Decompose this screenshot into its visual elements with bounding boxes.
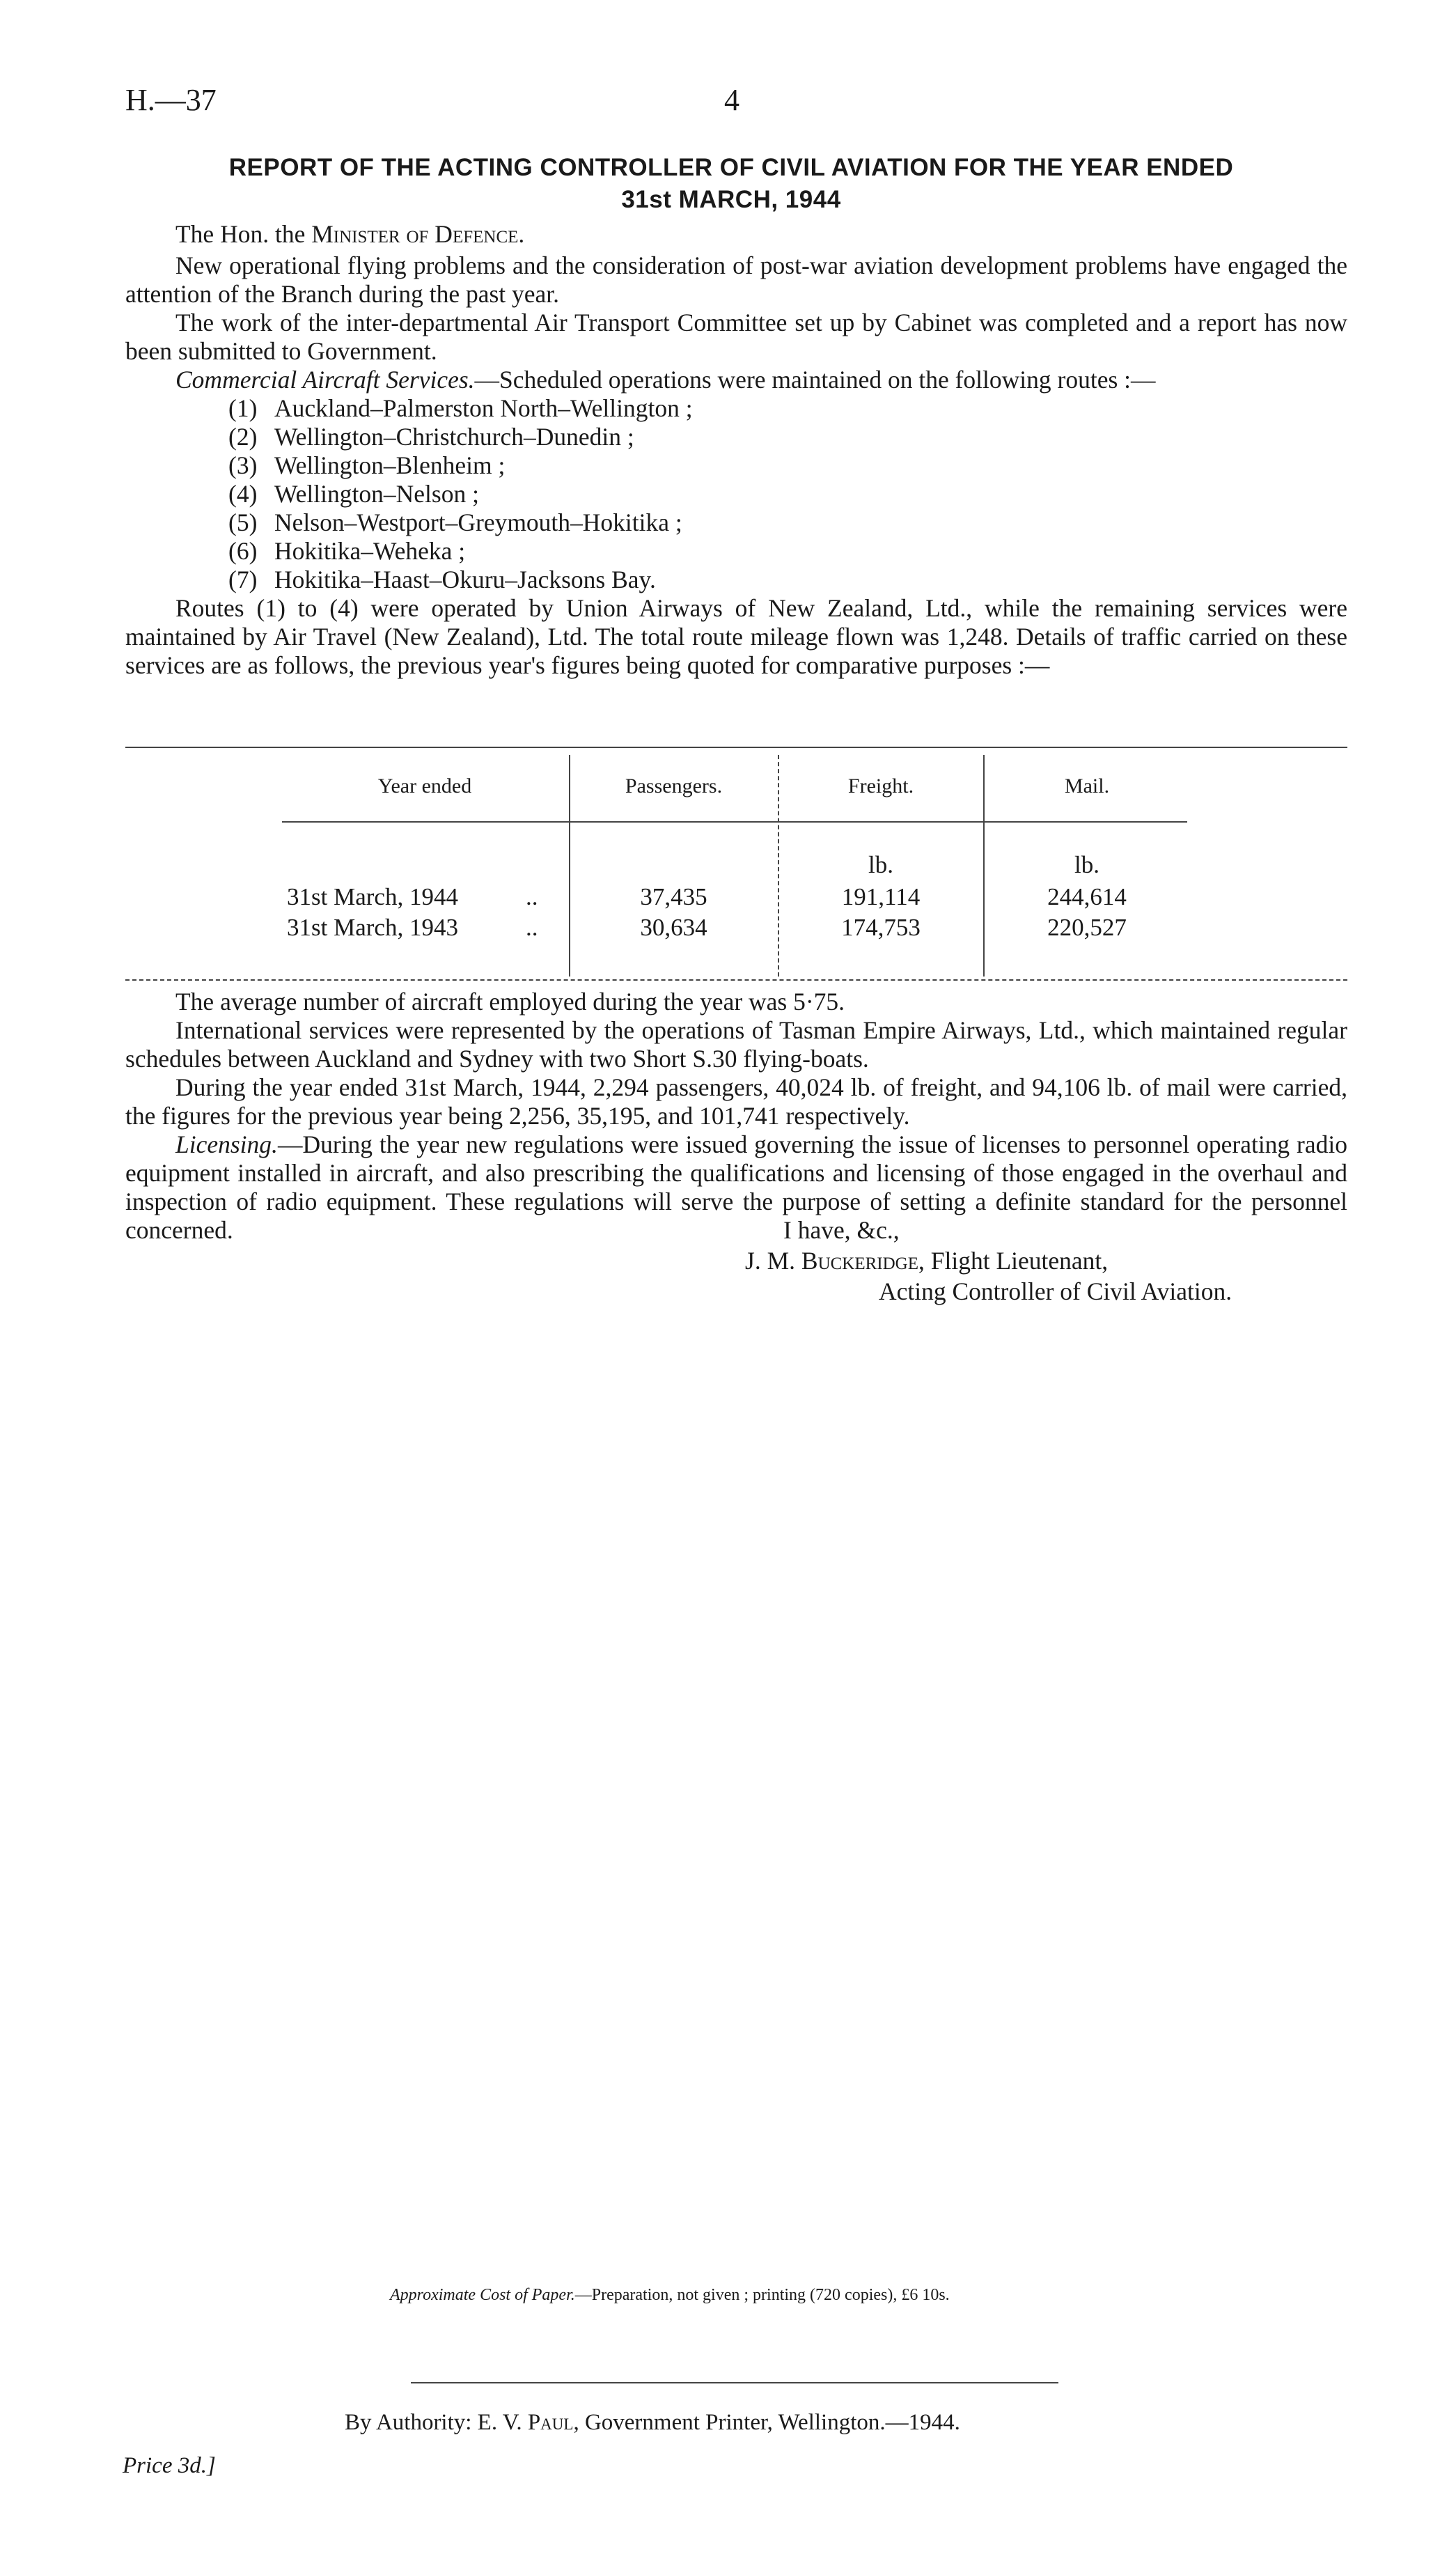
commercial-services-heading: Commercial Aircraft Services. [175,366,475,394]
signature-surname: Buckeridge [801,1247,919,1275]
mail-unit: lb. [1074,851,1099,878]
header-passengers: Passengers. [625,775,723,798]
authority-prefix: By Authority: E. V. [345,2410,528,2435]
row-freight: 174,753 [841,914,921,941]
salutation [125,220,1347,249]
route-number: (6) [228,537,258,565]
route-item [228,451,1347,480]
signature-closing: I have, &c., [783,1216,900,1244]
table-column-divider [569,755,570,977]
row-year: 31st March, 1943 [287,914,458,941]
report-title [104,152,1358,216]
route-item [228,537,1347,566]
row-leader-dots: .. [526,883,538,910]
route-number: (5) [228,508,258,536]
report-body [125,220,1347,680]
authority-name: Paul [527,2410,574,2435]
paragraph-international-services: International services were represented by the operations of Tasman Empire Airways, Ltd., which maintained regular schedules between Auckland and Sydney with two Short S.30 flying-boats. [125,1016,1347,1073]
signature-rank: , Flight Lieutenant, [918,1247,1109,1275]
table-column-divider [983,755,985,977]
signature-name [710,1245,1232,1276]
signature-initials: J. M. [745,1247,801,1275]
paragraph-commercial-services [125,366,1347,394]
routes-list [125,394,1347,594]
route-number: (2) [228,423,258,451]
commercial-services-text: —Scheduled operations were maintained on the following routes :— [474,366,1156,394]
route-text: Hokitika–Haast–Okuru–Jacksons Bay. [274,566,656,593]
document-code: H.—37 [125,83,217,117]
title-line-1: REPORT OF THE ACTING CONTROLLER OF CIVIL AVIATION FOR THE YEAR ENDED [228,154,1234,181]
licensing-text: —During the year new regulations were issued governing the issue of licenses to personnel operating radio equipment installed in aircraft, and also prescribing the qualifications and licensing of those engaged in the overhaul and inspection of radio equipment. These regulations will serve the purpose of setting a definite standard for the personnel concerned. [125,1130,1347,1244]
route-text: Wellington–Christchurch–Dunedin ; [274,423,634,451]
licensing-heading: Licensing. [175,1130,278,1158]
row-passengers: 30,634 [640,914,707,941]
header-year-ended: Year ended [377,775,472,798]
paragraph-air-transport-committee: The work of the inter-departmental Air Transport Committee set up by Cabinet was completed and a report has now been submitted to Government. [125,309,1347,365]
price: Price 3d.] [123,2453,216,2478]
route-text: Hokitika–Weheka ; [274,537,466,565]
title-line-2: 31st MARCH, 1944 [621,186,841,213]
route-number: (7) [228,566,258,593]
route-text: Wellington–Blenheim ; [274,451,506,479]
route-item [228,423,1347,451]
table-column-divider [778,755,779,977]
salutation-addressee: Minister of Defence. [311,220,525,248]
authority-suffix: , Government Printer, Wellington.—1944. [573,2410,960,2435]
cost-text: —Preparation, not given ; printing (720 copies), £6 10s. [574,2286,950,2304]
printer-authority [345,2410,960,2436]
cost-label: Approximate Cost of Paper. [390,2286,575,2304]
route-item [228,394,1347,423]
route-number: (1) [228,394,258,422]
row-leader-dots: .. [526,914,538,941]
route-item [228,508,1347,537]
report-body-continued [125,988,1347,1245]
header-mail: Mail. [1064,775,1110,798]
paragraph-tasman-figures: During the year ended 31st March, 1944, 2,294 passengers, 40,024 lb. of freight, and 94,106 lb. of mail were carried, the figures for the previous year being 2,256, 35,195, and 101,741 respectively. [125,1073,1347,1130]
signature-title: Acting Controller of Civil Aviation. [879,1277,1232,1305]
page-number: 4 [724,83,739,117]
row-mail: 244,614 [1047,883,1127,910]
traffic-table [125,747,1347,982]
table-top-rule [125,747,1347,748]
paragraph-operational-problems: New operational flying problems and the consideration of post-war aviation development problems have engaged the attention of the Branch during the past year. [125,251,1347,308]
table-header-rule [282,821,1187,823]
row-year: 31st March, 1944 [287,883,458,910]
route-number: (3) [228,451,258,479]
row-mail: 220,527 [1047,914,1127,941]
row-freight: 191,114 [841,883,921,910]
cost-of-paper [390,2286,950,2305]
salutation-prefix: The Hon. the [175,220,312,248]
route-text: Nelson–Westport–Greymouth–Hokitika ; [274,508,682,536]
freight-unit: lb. [868,851,893,878]
route-text: Auckland–Palmerston North–Wellington ; [274,394,693,422]
route-text: Wellington–Nelson ; [274,480,479,508]
footer-rule [411,2382,1058,2383]
header-freight: Freight. [847,775,914,798]
table-bottom-rule [125,979,1347,981]
row-passengers: 37,435 [640,883,707,910]
route-number: (4) [228,480,258,508]
paragraph-routes-operators: Routes (1) to (4) were operated by Union Airways of New Zealand, Ltd., while the remaining services were maintained by Air Travel (New Zealand), Ltd. The total route mileage flown was 1,248. Details of traffic carried on these services are as follows, the previous year's figures being quoted for comparative purposes :— [125,594,1347,679]
route-item [228,566,1347,594]
route-item [228,480,1347,508]
paragraph-aircraft-average: The average number of aircraft employed during the year was 5·75. [175,988,845,1016]
signature-block [710,1215,1232,1307]
